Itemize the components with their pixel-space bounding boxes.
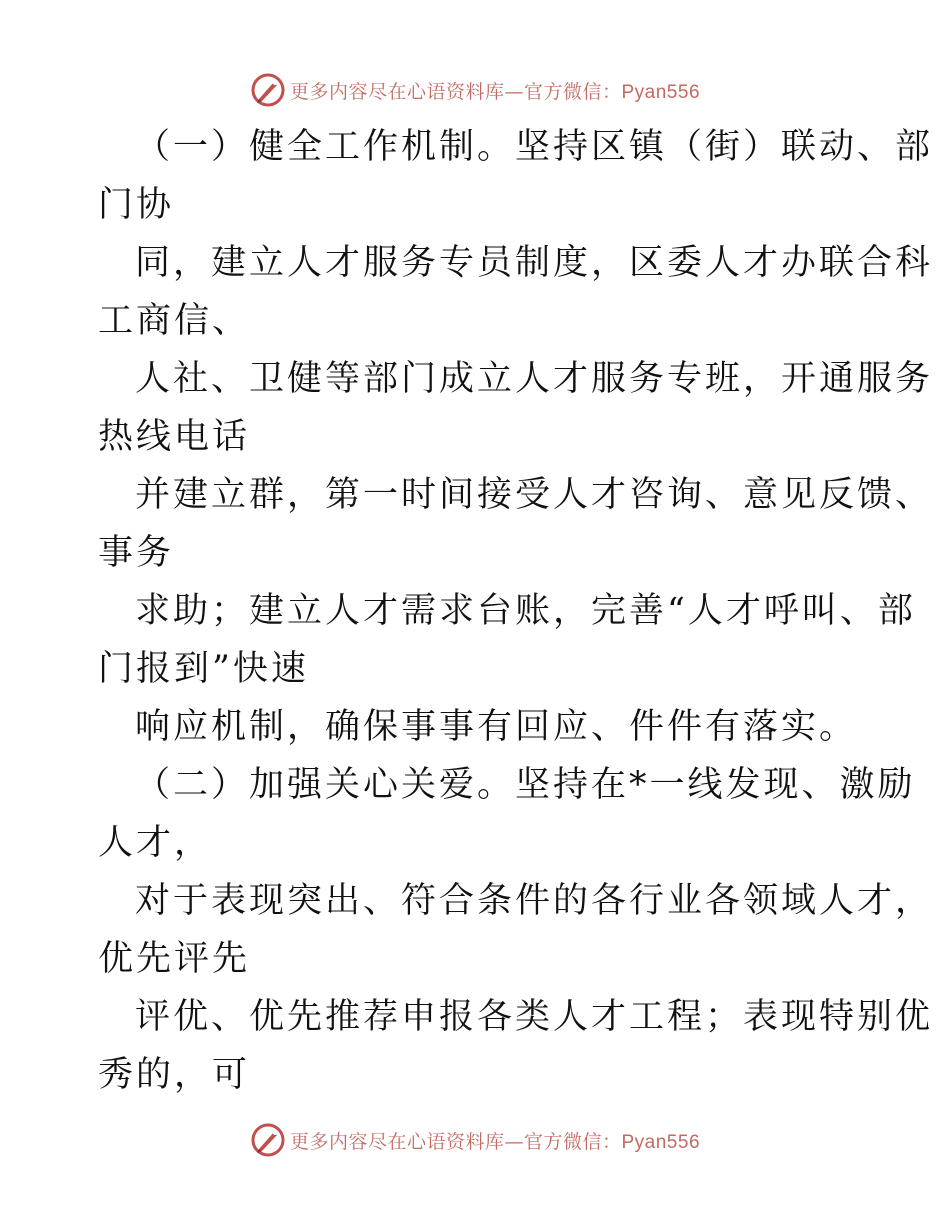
watermark-main: 更多内容尽在心语资料库 xyxy=(289,80,505,103)
line-wrap: 优先评先 xyxy=(98,939,251,979)
paragraph xyxy=(0,756,950,872)
paragraph xyxy=(0,118,950,234)
line: 人社、卫健等部门成立人才服务专班，开通服务 xyxy=(135,359,934,399)
watermark-suffix: 官方微信： xyxy=(523,1130,622,1153)
line: 评优、优先推荐申报各类人才工程；表现特别优 xyxy=(135,997,934,1037)
document-body xyxy=(0,118,950,1104)
watermark-text xyxy=(290,77,700,104)
watermark-header xyxy=(0,70,950,110)
paragraph xyxy=(0,698,950,756)
watermark-account: Pyan556 xyxy=(621,81,701,103)
line: 对于表现突出、符合条件的各行业各领域人才， xyxy=(135,881,934,921)
pen-logo-icon xyxy=(250,1122,286,1158)
line-wrap: 工商信、 xyxy=(98,301,251,341)
watermark-separator: — xyxy=(504,1130,524,1153)
line-wrap: 门报到”快速 xyxy=(98,649,309,689)
line-wrap: 人才， xyxy=(98,823,213,863)
watermark-text xyxy=(290,1127,700,1154)
watermark-main: 更多内容尽在心语资料库 xyxy=(289,1130,505,1153)
paragraph xyxy=(0,466,950,582)
paragraph xyxy=(0,988,950,1104)
line: 响应机制，确保事事有回应、件件有落实。 xyxy=(135,707,858,747)
line-wrap: 秀的，可 xyxy=(98,1055,251,1095)
line: 并建立群，第一时间接受人才咨询、意见反馈、 xyxy=(135,475,934,515)
line: 同，建立人才服务专员制度，区委人才办联合科 xyxy=(135,243,934,283)
line: 求助；建立人才需求台账，完善“人才呼叫、部 xyxy=(135,591,916,631)
paragraph xyxy=(0,350,950,466)
line-wrap: 热线电话 xyxy=(98,417,251,457)
line: （一）健全工作机制。坚持区镇（街）联动、部 xyxy=(135,127,934,167)
watermark-account: Pyan556 xyxy=(621,1131,701,1153)
line-wrap: 事务 xyxy=(98,533,175,573)
line-wrap: 门协 xyxy=(98,185,175,225)
watermark-suffix: 官方微信： xyxy=(523,80,622,103)
pen-logo-icon xyxy=(250,72,286,108)
watermark-footer xyxy=(0,1120,950,1160)
paragraph xyxy=(0,872,950,988)
watermark-separator: — xyxy=(504,80,524,103)
paragraph xyxy=(0,582,950,698)
line: （二）加强关心关爱。坚持在*一线发现、激励 xyxy=(135,765,916,805)
paragraph xyxy=(0,234,950,350)
